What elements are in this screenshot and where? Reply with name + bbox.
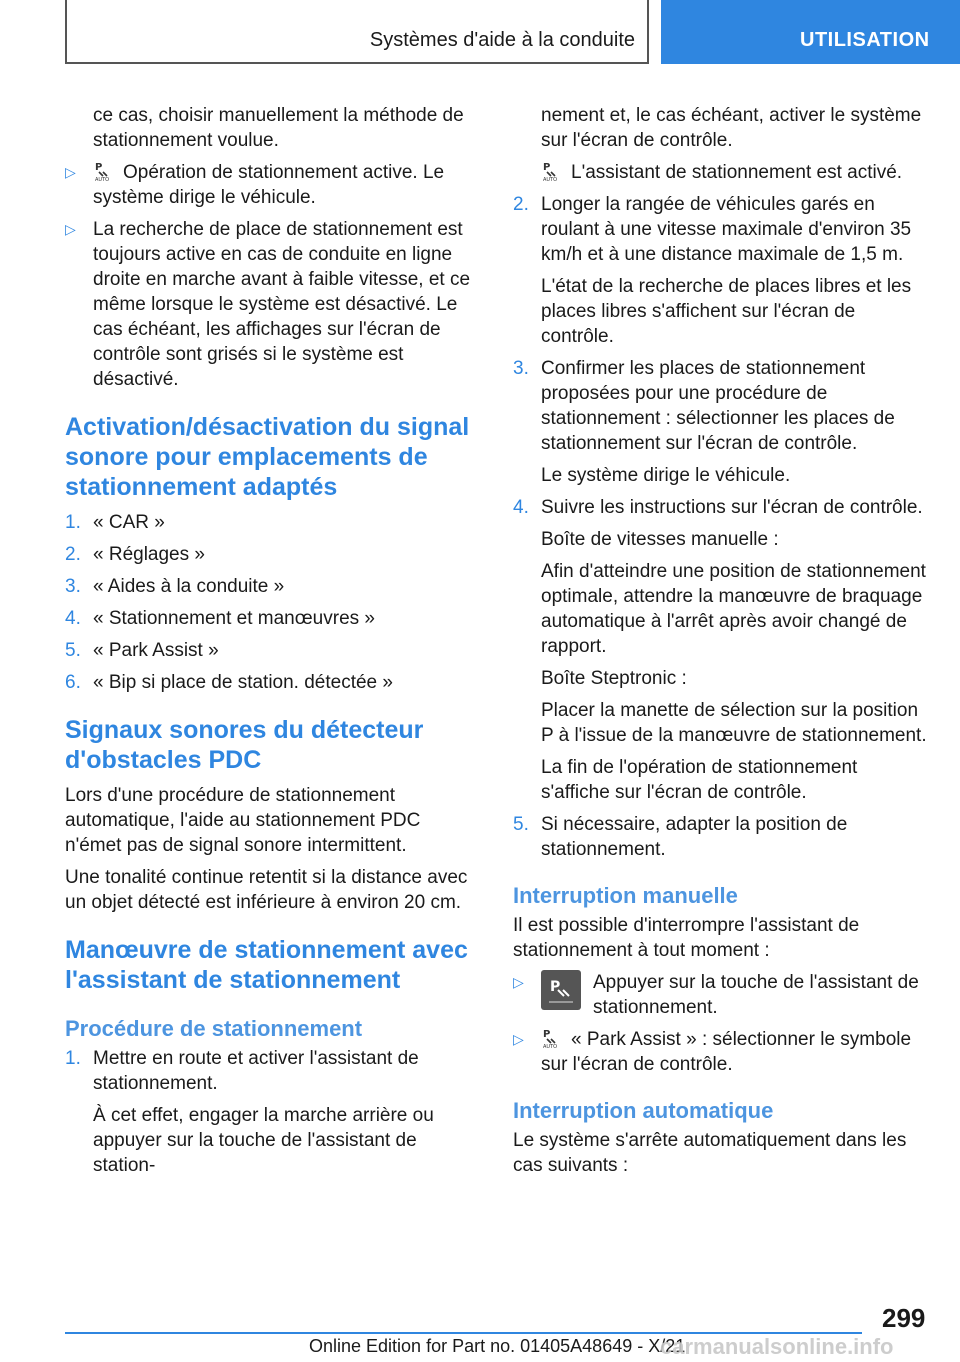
header-tab <box>661 0 960 64</box>
svg-text:P: P <box>550 979 561 995</box>
triangle-right-icon: ▷ <box>65 164 76 180</box>
tab-label: UTILISATION <box>800 29 930 51</box>
step-item: 5. « Park Assist » <box>65 640 219 661</box>
paragraph: Lors d'une procédure de stationnement automatique, l'aide au stationnement PDC n'émet pas de signal sonore intermittent. <box>65 785 421 856</box>
list-item: ▷ P AUTO « Park Assist » : sélectionner le symbole sur l'écran de contrôle. <box>513 1029 912 1075</box>
header-section-box <box>65 0 649 64</box>
list-item: ▷ P Appuyer sur la touche de l'assistant de stationnement. <box>513 972 919 1018</box>
paragraph: Le système s'arrête automatiquement dans les cas suivants : <box>513 1130 907 1176</box>
heading-activation: Activation/désactivation du signal sonore pour emplacements de stationnement adaptés <box>65 413 470 501</box>
page-number: 299 <box>882 1303 926 1333</box>
step-item: 4. « Stationnement et manœuvres » <box>65 608 375 629</box>
step-item: 3. Confirmer les places de stationnement proposées pour une procédure de stationnement : sélectionner les places de stationnement sur l'écran de contrôle. Le système dirige le véhicule. <box>513 358 895 486</box>
svg-text:AUTO: AUTO <box>95 177 110 182</box>
intro-continuation: ce cas, choisir manuellement la méthode de stationnement voulue. <box>93 105 464 151</box>
step-item: 3. « Aides à la conduite » <box>65 576 285 597</box>
bullet-text: La recherche de place de stationnement est toujours active en cas de conduite en ligne droite en marche avant à faible vitesse, et ce même lorsque le système est désactivé. Le cas échéant, les affichages sur l'écran de contrôle sont grisés si le système est désactivé. <box>93 219 471 390</box>
section-title: Systèmes d'aide à la conduite <box>369 29 635 51</box>
list-item <box>65 217 475 392</box>
list-item <box>65 160 475 210</box>
status-line: P AUTO L'assistant de stationnement est activé. <box>543 162 903 183</box>
step-item: 6. « Bip si place de station. détectée » <box>65 672 393 693</box>
paragraph: Une tonalité continue retentit si la distance avec un objet détecté est inférieure à environ 20 cm. <box>65 867 468 913</box>
svg-text:P: P <box>95 162 103 173</box>
park-assist-auto-icon <box>93 160 115 182</box>
step-continuation: nement et, le cas échéant, activer le système sur l'écran de contrôle. <box>541 105 922 151</box>
step-item: 1. Mettre en route et activer l'assistant de stationnement. À cet effet, engager la marche arrière ou appuyer sur la touche de l'assistant de station- <box>65 1048 434 1176</box>
heading-procedure: Procédure de stationnement <box>65 1016 363 1041</box>
step-item: 2. « Réglages » <box>65 544 205 565</box>
steps-list <box>65 510 475 695</box>
edition-text: Online Edition for Part no. 01405A48649 - X/21 <box>309 1336 686 1356</box>
svg-text:P: P <box>543 162 551 173</box>
svg-text:P: P <box>543 1029 551 1040</box>
svg-text:AUTO: AUTO <box>543 1044 558 1049</box>
step-item: 1. « CAR » <box>65 512 165 533</box>
heading-signaux: Signaux sonores du détecteur d'obstacles PDC <box>65 716 424 774</box>
triangle-right-icon: ▷ <box>513 974 524 990</box>
triangle-right-icon: ▷ <box>513 1031 524 1047</box>
step-item: 2. Longer la rangée de véhicules garés en roulant à une vitesse maximale d'environ 35 km/h et à une distance maximale de 1,5 m. L'état de la recherche de places libres et les places libres s'affichent sur l'écran de contrôle. <box>513 194 912 347</box>
svg-text:AUTO: AUTO <box>543 177 558 182</box>
triangle-right-icon: ▷ <box>65 221 76 237</box>
step-item: 4. Suivre les instructions sur l'écran de contrôle. Boîte de vitesses manuelle : Afin d'atteindre une position de stationnement optimale, attendre la manœuvre de braquage automatique à l'arrêt après avoir changé de rapport. Boîte Steptronic : Placer la manette de sélection sur la position P à l'issue de la manœuvre de stationnement. La fin de l'opération de stationnement s'affiche sur l'écran de contrôle. <box>513 497 927 803</box>
step-item: 5. Si nécessaire, adapter la position de stationnement. <box>513 814 848 860</box>
heading-manoeuvre: Manœuvre de stationnement avec l'assistant de stationnement <box>65 936 468 994</box>
park-assist-auto-icon <box>541 1027 563 1049</box>
park-assist-auto-icon <box>541 160 563 182</box>
bullet-text: Opération de stationnement active. Le système dirige le véhicule. <box>93 162 445 208</box>
park-assist-button-icon <box>541 970 581 1010</box>
watermark: carmanualsonline.info <box>660 1334 894 1359</box>
right-column <box>513 103 928 1178</box>
paragraph: Il est possible d'interrompre l'assistant de stationnement à tout moment : <box>513 915 860 961</box>
heading-manual-interruption: Interruption manuelle <box>513 883 738 908</box>
heading-auto-interruption: Interruption automatique <box>513 1098 774 1123</box>
left-column <box>65 103 475 1178</box>
